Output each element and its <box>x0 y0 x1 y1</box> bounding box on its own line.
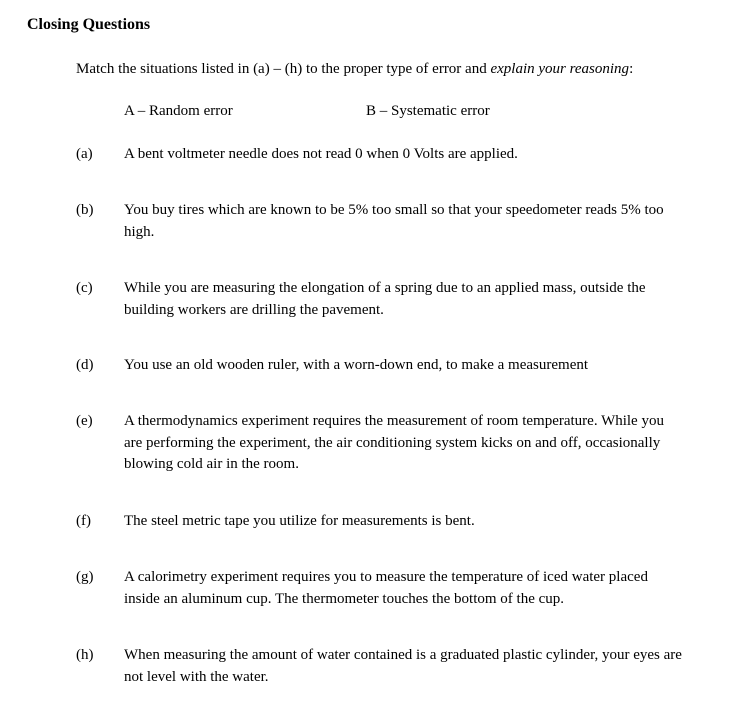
instruction-suffix: : <box>629 61 634 77</box>
question-label: (f) <box>76 513 91 529</box>
question-label: (g) <box>76 569 94 585</box>
question-text: A thermodynamics experiment requires the measurement of room temperature. While you are performing the experiment, the air conditioning system kicks on and off, occasionally blowing cold air in the room. <box>124 413 664 472</box>
option-random-error: A – Random error <box>124 103 233 119</box>
question-label: (h) <box>76 647 94 663</box>
question-text: A bent voltmeter needle does not read 0 when 0 Volts are applied. <box>124 146 518 162</box>
question-label: (b) <box>76 202 94 218</box>
instruction-emphasis: explain your reasoning <box>490 61 630 77</box>
question-label: (d) <box>76 357 94 373</box>
question-label: (c) <box>76 280 93 296</box>
question-label: (e) <box>76 413 93 429</box>
question-text: A calorimetry experiment requires you to measure the temperature of iced water placed inside an aluminum cup. The thermometer touches the bottom of the cup. <box>124 569 648 607</box>
question-label: (a) <box>76 146 93 162</box>
question-text: The steel metric tape you utilize for measurements is bent. <box>124 513 475 529</box>
instruction-text <box>76 61 633 78</box>
question-text: You buy tires which are known to be 5% too small so that your speedometer reads 5% too high. <box>124 202 664 240</box>
instruction-prefix: Match the situations listed in (a) – (h) to the proper type of error and <box>76 61 491 77</box>
question-text: While you are measuring the elongation of a spring due to an applied mass, outside the building workers are drilling the pavement. <box>124 280 646 318</box>
question-text: When measuring the amount of water contained is a graduated plastic cylinder, your eyes are not level with the water. <box>124 647 682 685</box>
question-text: You use an old wooden ruler, with a worn-down end, to make a measurement <box>124 357 589 373</box>
option-systematic-error: B – Systematic error <box>366 103 490 119</box>
section-title: Closing Questions <box>27 16 151 33</box>
